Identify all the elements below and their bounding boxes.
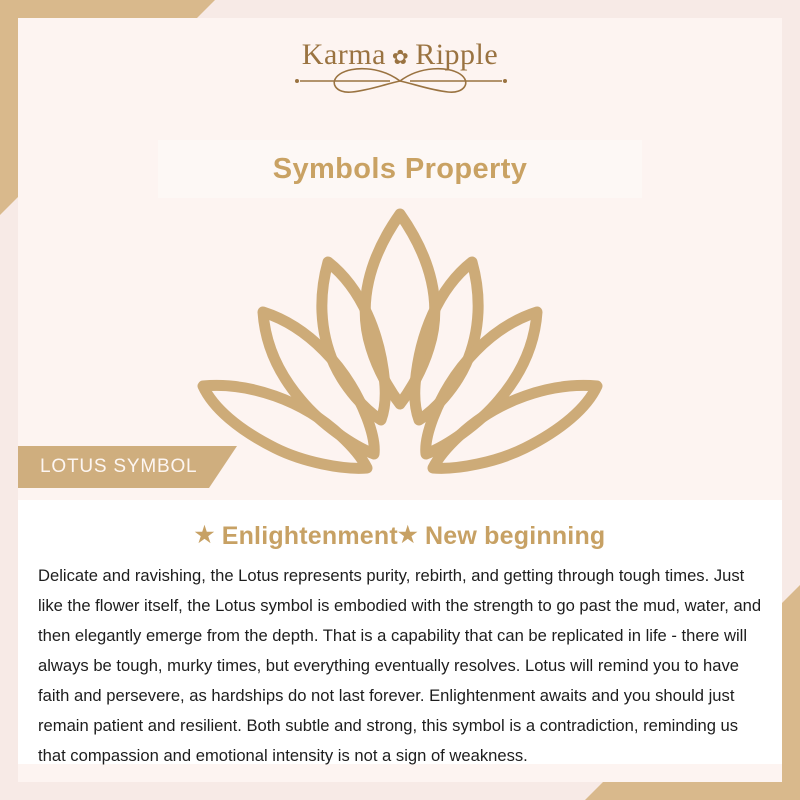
lotus-icon <box>185 196 615 496</box>
brand-name-right: Ripple <box>415 38 499 71</box>
headline-part-2: New beginning <box>425 522 606 550</box>
description-paragraph: Delicate and ravishing, the Lotus represents purity, rebirth, and getting through tough times. Just like the flower itself, the Lotus symbol is embodied with the strength to go past the mud, water, and then elegantly emerge from the depth. That is a capability that can be replicated in life - there will always be tough, murky times, but everything eventually resolves. Lotus will remind you to have faith and persevere, as hardships do not last forever. Enlightenment awaits and you should just remain patient and resilient. Both subtle and strong, this symbol is a contradiction, reminding us that compassion and emotional intensity is not a sign of weakness. <box>38 566 762 765</box>
headline-part-1: Enlightenment <box>221 522 398 550</box>
tag-label: LOTUS SYMBOL <box>40 456 198 477</box>
description-card <box>18 500 782 764</box>
star-icon-left: ★ <box>194 522 215 547</box>
title-band <box>158 140 642 198</box>
tag-body <box>18 446 209 488</box>
headline <box>26 522 774 551</box>
brand-header <box>0 38 800 72</box>
lotus-symbol-tag <box>18 446 237 488</box>
page-title: Symbols Property <box>272 152 528 185</box>
brand-lotus-icon: ✿ <box>391 46 410 69</box>
swirl-divider-icon <box>240 64 560 98</box>
star-icon-middle: ★ <box>397 522 418 547</box>
brand-name-left: Karma <box>301 38 386 71</box>
tag-tail <box>209 446 237 488</box>
